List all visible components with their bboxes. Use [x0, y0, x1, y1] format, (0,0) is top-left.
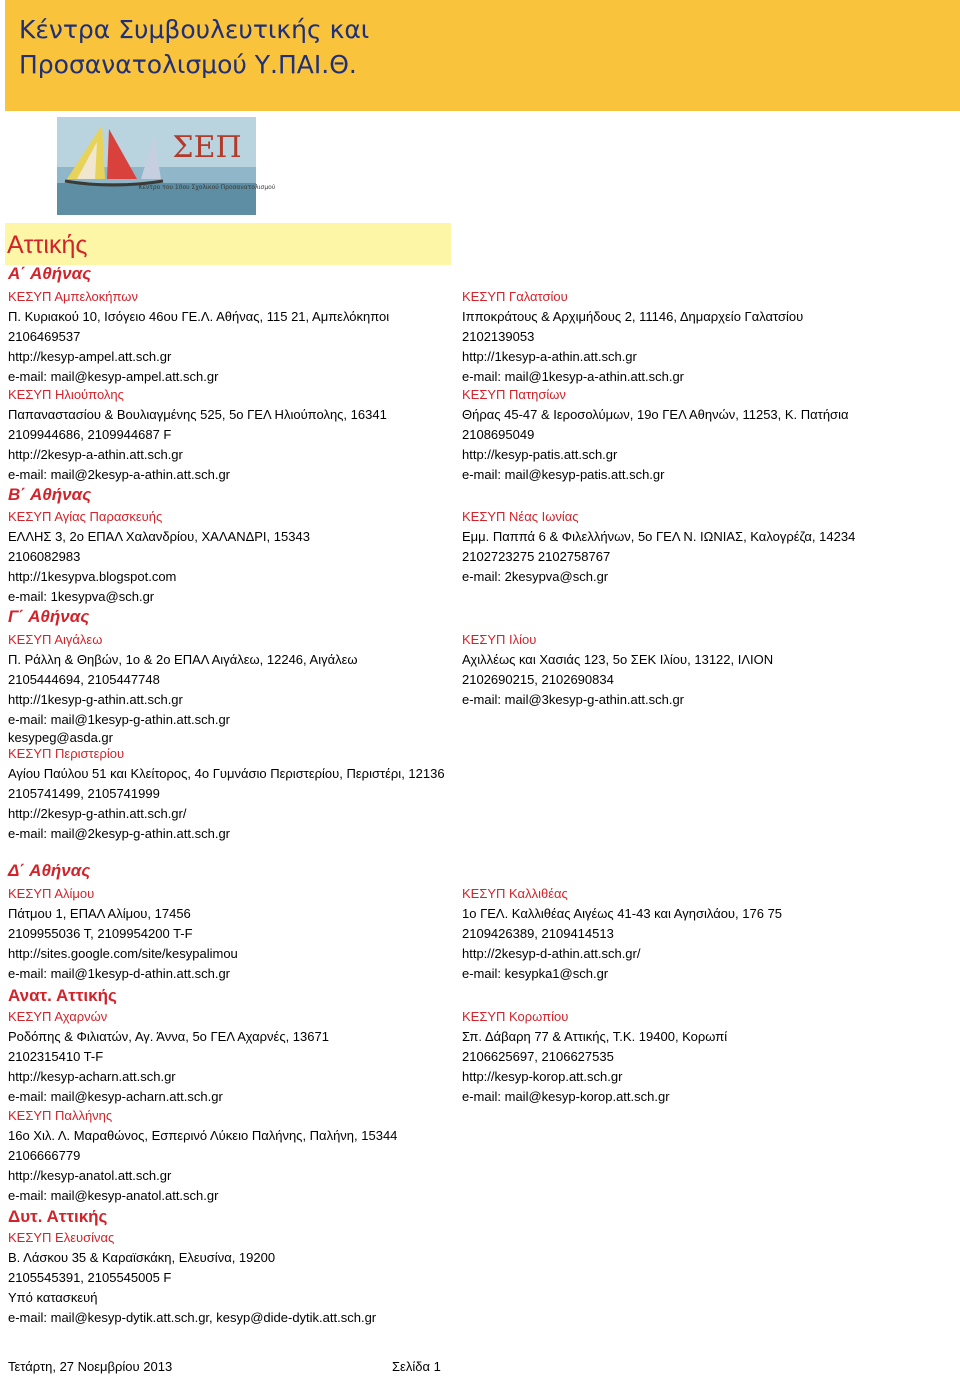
- email-link[interactable]: e-mail: mail@3kesyp-g-athin.att.sch.gr: [462, 692, 684, 707]
- phone: 2109944686, 2109944687 F: [8, 427, 172, 442]
- subregion-a-athinas: Α΄ Αθήνας: [8, 264, 92, 283]
- center-name: ΚΕΣΥΠ Κορωπίου: [462, 1009, 569, 1024]
- center-acharnon: [8, 1007, 453, 1107]
- address: Π. Ράλλη & Θηβών, 1ο & 2ο ΕΠΑΛ Αιγάλεω, 12246, Αιγάλεω: [8, 652, 358, 667]
- email-link[interactable]: e-mail: 2kesypva@sch.gr: [462, 569, 609, 584]
- center-patision: [462, 385, 942, 485]
- page-title: Κέντρα Συμβουλευτικής και Προσανατολισμού Υ.ΠΑΙ.Θ.: [19, 15, 370, 79]
- center-name: ΚΕΣΥΠ Περιστερίου: [8, 746, 125, 761]
- page-number: Σελίδα 1: [392, 1359, 441, 1374]
- subregion-dyt-attikis: Δυτ. Αττικής: [8, 1207, 108, 1226]
- center-name: ΚΕΣΥΠ Αλίμου: [8, 886, 95, 901]
- email-link[interactable]: e-mail: mail@kesyp-ampel.att.sch.gr: [8, 369, 219, 384]
- email-link[interactable]: e-mail: kesypka1@sch.gr: [462, 966, 609, 981]
- phone: 2106082983: [8, 549, 81, 564]
- address: Πάτμου 1, ΕΠΑΛ Αλίμου, 17456: [8, 906, 191, 921]
- center-name: ΚΕΣΥΠ Καλλιθέας: [462, 886, 568, 901]
- phone: 2102139053: [462, 329, 535, 344]
- email-link[interactable]: e-mail: mail@1kesyp-d-athin.att.sch.gr: [8, 966, 230, 981]
- center-neas-ionias: [462, 507, 942, 587]
- address: ΕΛΛΗΣ 3, 2ο ΕΠΑΛ Χαλανδρίου, ΧΑΛΑΝΔΡΙ, 15343: [8, 529, 310, 544]
- subregion-g-athinas: Γ΄ Αθήνας: [8, 607, 90, 626]
- website-link[interactable]: http://1kesyp-a-athin.att.sch.gr: [462, 349, 637, 364]
- email-link[interactable]: e-mail: mail@kesyp-anatol.att.sch.gr: [8, 1188, 219, 1203]
- phone: 2105444694, 2105447748: [8, 672, 160, 687]
- address: Θήρας 45-47 & Ιεροσολύμων, 19ο ΓΕΛ Αθηνών, 11253, Κ. Πατήσια: [462, 407, 849, 422]
- address: Β. Λάσκου 35 & Καραϊσκάκη, Ελευσίνα, 19200: [8, 1250, 276, 1265]
- website-link[interactable]: http://2kesyp-d-athin.att.sch.gr/: [462, 946, 641, 961]
- email-link[interactable]: e-mail: mail@kesyp-dytik.att.sch.gr, kesyp@dide-dytik.att.sch.gr: [8, 1310, 377, 1325]
- center-name: ΚΕΣΥΠ Ιλίου: [462, 632, 537, 647]
- address: Ροδόπης & Φιλιατών, Αγ. Άννα, 5ο ΓΕΛ Αχαρνές, 13671: [8, 1029, 329, 1044]
- address: 16ο Χιλ. Λ. Μαραθώνος, Εσπερινό Λύκειο Παλήνης, Παλήνη, 15344: [8, 1128, 398, 1143]
- address: Αχιλλέως και Χασιάς 123, 5ο ΣΕΚ Ιλίου, 13122, ΙΛΙΟΝ: [462, 652, 774, 667]
- center-aigaleo: [8, 630, 453, 746]
- phone: 2108695049: [462, 427, 535, 442]
- logo-subtitle: Κέντρο του 10ου Σχολικού Προσανατολισμού: [138, 184, 276, 191]
- website-link[interactable]: http://sites.google.com/site/kesypalimou: [8, 946, 238, 961]
- address: 1ο ΓΕΛ. Καλλιθέας Αιγέως 41-43 και Αγησιλάου, 176 75: [462, 906, 783, 921]
- center-name: ΚΕΣΥΠ Αγίας Παρασκευής: [8, 509, 163, 524]
- phone: 2109426389, 2109414513: [462, 926, 614, 941]
- center-iliou: [462, 630, 942, 710]
- center-name: ΚΕΣΥΠ Παλλήνης: [8, 1108, 113, 1123]
- email-link-secondary[interactable]: kesypeg@asda.gr: [8, 730, 113, 745]
- email-link[interactable]: e-mail: mail@kesyp-patis.att.sch.gr: [462, 467, 665, 482]
- website-link[interactable]: http://kesyp-acharn.att.sch.gr: [8, 1069, 176, 1084]
- address: Π. Κυριακού 10, Ισόγειο 46ου ΓΕ.Λ. Αθήνας, 115 21, Αμπελόκηποι: [8, 309, 390, 324]
- email-link[interactable]: e-mail: 1kesypva@sch.gr: [8, 589, 155, 604]
- center-koropiou: [462, 1007, 942, 1107]
- center-name: ΚΕΣΥΠ Πατησίων: [462, 387, 566, 402]
- center-elefsinas: [8, 1228, 478, 1328]
- sailboats-logo: [57, 117, 276, 215]
- center-name: ΚΕΣΥΠ Γαλατσίου: [462, 289, 568, 304]
- phone: 2106666779: [8, 1148, 81, 1163]
- footer-date: Τετάρτη, 27 Νοεμβρίου 2013: [8, 1359, 173, 1374]
- phone: 2102690215, 2102690834: [462, 672, 614, 687]
- subregion-d-athinas: Δ΄ Αθήνας: [8, 861, 91, 880]
- phone: 2109955036 T, 2109954200 T-F: [8, 926, 193, 941]
- phone: 2105741499, 2105741999: [8, 786, 160, 801]
- region-title: Αττικής: [7, 231, 88, 259]
- center-ilioupolis: [8, 385, 453, 485]
- center-pallinis: [8, 1106, 453, 1206]
- center-agias-paraskevis: [8, 507, 453, 607]
- website-status: Υπό κατασκευή: [8, 1290, 98, 1305]
- email-link[interactable]: e-mail: mail@kesyp-acharn.att.sch.gr: [8, 1089, 223, 1104]
- center-name: ΚΕΣΥΠ Αιγάλεω: [8, 632, 103, 647]
- website-link[interactable]: http://kesyp-anatol.att.sch.gr: [8, 1168, 172, 1183]
- logo-text: ΣΕΠ: [172, 130, 242, 165]
- address: Ιπποκράτους & Αρχιμήδους 2, 11146, Δημαρχείο Γαλατσίου: [462, 309, 804, 324]
- website-link[interactable]: http://kesyp-ampel.att.sch.gr: [8, 349, 172, 364]
- center-alimou: [8, 884, 453, 984]
- address: Εμμ. Παππά 6 & Φιλελλήνων, 5ο ΓΕΛ Ν. ΙΩΝΙΑΣ, Καλογρέζα, 14234: [462, 529, 856, 544]
- center-ampelokipon: [8, 287, 453, 387]
- website-link[interactable]: http://2kesyp-a-athin.att.sch.gr: [8, 447, 183, 462]
- address: Παπαναστασίου & Βουλιαγμένης 525, 5ο ΓΕΛ Ηλιούπολης, 16341: [8, 407, 387, 422]
- center-name: ΚΕΣΥΠ Νέας Ιωνίας: [462, 509, 579, 524]
- email-link[interactable]: e-mail: mail@1kesyp-g-athin.att.sch.gr: [8, 712, 230, 727]
- center-galatsiou: [462, 287, 942, 387]
- email-link[interactable]: e-mail: mail@kesyp-korop.att.sch.gr: [462, 1089, 670, 1104]
- center-peristeriou: [8, 744, 453, 844]
- center-name: ΚΕΣΥΠ Αμπελοκήπων: [8, 289, 138, 304]
- phone: 2105545391, 2105545005 F: [8, 1270, 172, 1285]
- website-link[interactable]: http://1kesypva.blogspot.com: [8, 569, 177, 584]
- phone: 2106469537: [8, 329, 81, 344]
- center-kallitheas: [462, 884, 942, 984]
- center-name: ΚΕΣΥΠ Αχαρνών: [8, 1009, 108, 1024]
- center-name: ΚΕΣΥΠ Ελευσίνας: [8, 1230, 115, 1245]
- center-name: ΚΕΣΥΠ Ηλιούπολης: [8, 387, 124, 402]
- website-link[interactable]: http://kesyp-patis.att.sch.gr: [462, 447, 618, 462]
- address: Σπ. Δάβαρη 77 & Αττικής, Τ.Κ. 19400, Κορωπί: [462, 1029, 728, 1044]
- phone: 2106625697, 2106627535: [462, 1049, 614, 1064]
- subregion-b-athinas: Β΄ Αθήνας: [8, 485, 92, 504]
- email-link[interactable]: e-mail: mail@2kesyp-g-athin.att.sch.gr: [8, 826, 230, 841]
- phone: 2102723275 2102758767: [462, 549, 611, 564]
- address: Αγίου Παύλου 51 και Κλείτορος, 4ο Γυμνάσιο Περιστερίου, Περιστέρι, 12136: [8, 766, 445, 781]
- website-link[interactable]: http://kesyp-korop.att.sch.gr: [462, 1069, 623, 1084]
- email-link[interactable]: e-mail: mail@2kesyp-a-athin.att.sch.gr: [8, 467, 230, 482]
- header-banner: [5, 0, 960, 111]
- email-link[interactable]: e-mail: mail@1kesyp-a-athin.att.sch.gr: [462, 369, 684, 384]
- phone: 2102315410 T-F: [8, 1049, 104, 1064]
- website-link[interactable]: http://2kesyp-g-athin.att.sch.gr/: [8, 806, 187, 821]
- website-link[interactable]: http://1kesyp-g-athin.att.sch.gr: [8, 692, 183, 707]
- subregion-anat-attikis: Ανατ. Αττικής: [8, 986, 117, 1005]
